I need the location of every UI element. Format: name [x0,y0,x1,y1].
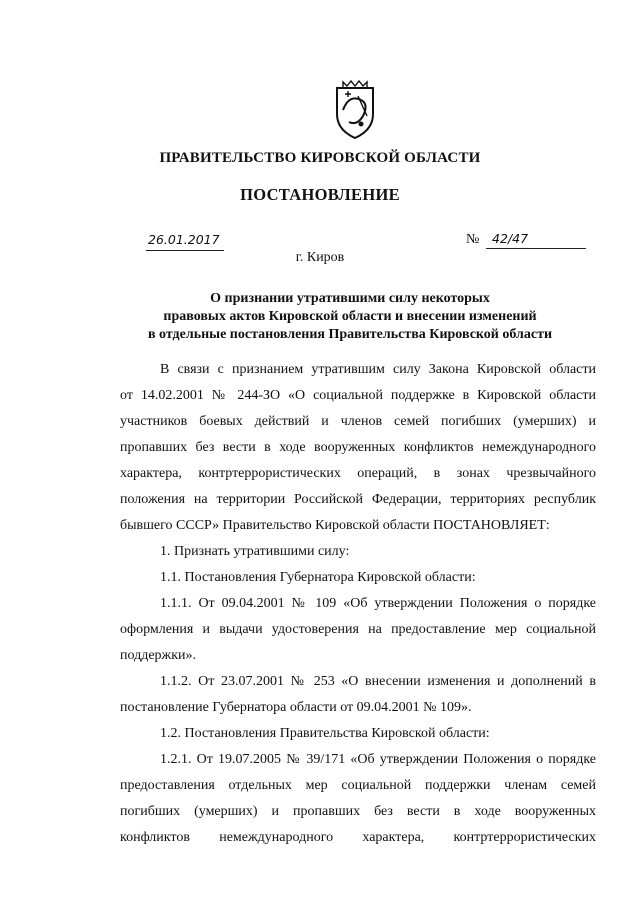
body-line: 1.2.1. От 19.07.2005 № 39/171 «Об утверждении Положения о порядке [160,752,596,767]
number-value: 42/47 [492,231,529,246]
body-line: бывшего СССР» Правительство Кировской области ПОСТАНОВЛЯЕТ: [120,518,550,533]
body-line: положения на территории Российской Федерации, территориях республик [120,492,596,507]
date-value: 26.01.2017 [148,232,220,247]
body-line: предоставления отдельных мер социальной поддержки членам семей [120,778,596,793]
government-title: ПРАВИТЕЛЬСТВО КИРОВСКОЙ ОБЛАСТИ [159,150,481,166]
body-line: поддержки». [120,648,197,663]
body-line: 1. Признать утратившими силу: [160,544,350,559]
body-line: оформления и выдачи удостоверения на предоставление мер социальной [120,622,596,637]
body-line: участников боевых действий и членов семей погибших (умерших) и [120,414,596,429]
number-underline [486,230,586,249]
heading-line: правовых актов Кировской области и внесении изменений [163,309,537,324]
body-line: В связи с признанием утратившим силу Закона Кировской области [160,362,596,377]
heading-line: в отдельные постановления Правительства Кировской области [147,327,553,342]
coat-of-arms-icon [331,80,379,142]
body-line: 1.1. Постановления Губернатора Кировской области: [160,570,476,585]
document-date [146,232,224,251]
body-line: пропавших без вести в ходе вооруженных конфликтов немеждународного [120,440,596,455]
body-line: 1.2. Постановления Правительства Кировской области: [160,726,490,741]
body-line: 1.1.1. От 09.04.2001 № 109 «Об утверждении Положения о порядке [160,596,596,611]
heading-line: О признании утратившими силу некоторых [210,291,490,306]
body-line: характера, контртеррористических операций, в зонах чрезвычайного [120,466,596,481]
city: г. Киров [295,250,345,265]
body-line: от 14.02.2001 № 244-ЗО «О социальной поддержке в Кировской области [120,388,596,403]
number-label: № [466,232,480,247]
body-line: конфликтов немеждународного характера, контртеррористических [120,830,596,845]
body-line: постановление Губернатора области от 09.04.2001 № 109». [120,700,472,715]
document-body [120,357,596,851]
document-type: ПОСТАНОВЛЕНИЕ [240,185,400,204]
document-heading [100,290,600,344]
body-line: 1.1.2. От 23.07.2001 № 253 «О внесении изменения и дополнений в [160,674,596,689]
body-line: погибших (умерших) и пропавших без вести в ходе вооруженных [120,804,596,819]
document-number [466,230,586,250]
